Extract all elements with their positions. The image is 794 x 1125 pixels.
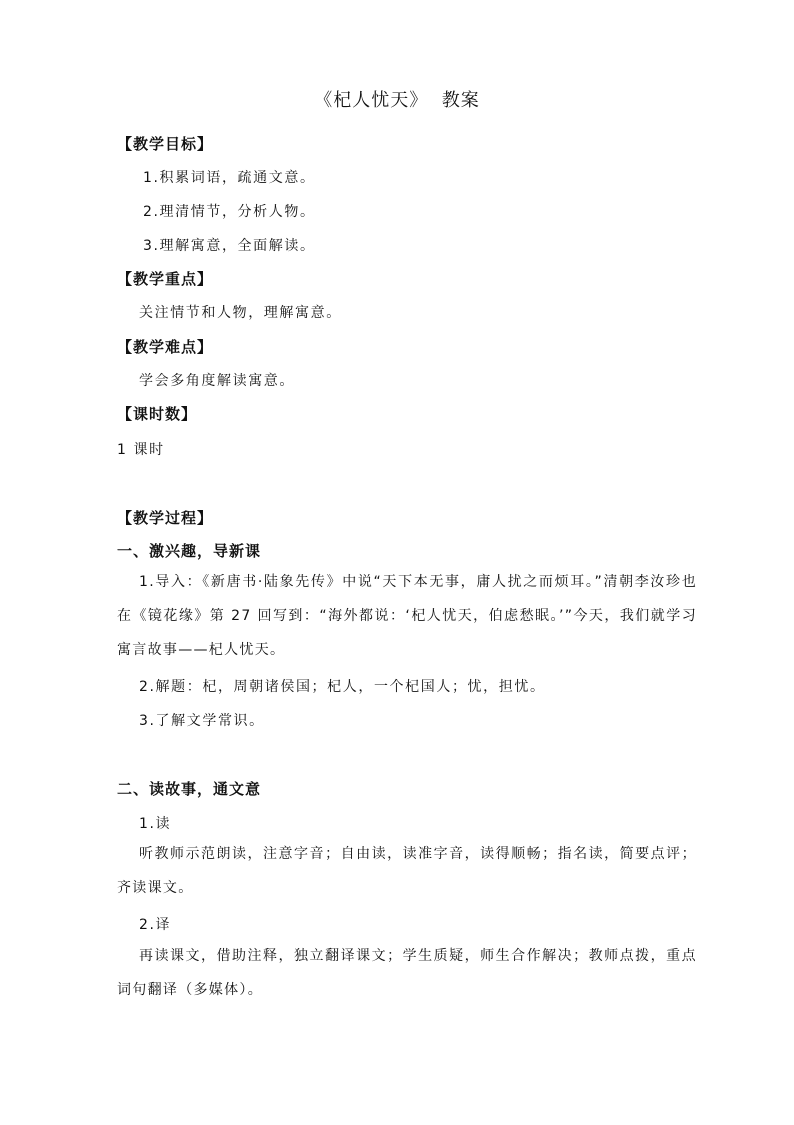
part2-sub-translate: 2.译 xyxy=(139,917,172,933)
section-heading-objectives: 【教学目标】 xyxy=(117,135,214,153)
part1-item-intro: 1.导入：《新唐书·陆象先传》中说“天下本无事，庸人扰之而烦耳。”清朝李汝珍也在《镜花缘》第 27 回写到：“海外都说：‘杞人忧天，伯虑愁眠。’”今天，我们就学习寓言故事——杞人忧天。 xyxy=(117,574,697,658)
hours-text: 1 课时 xyxy=(117,442,165,458)
part2-sub-read: 1.读 xyxy=(139,816,172,832)
objective-item-1: 1.积累词语，疏通文意。 xyxy=(143,170,316,186)
section-heading-process: 【教学过程】 xyxy=(117,509,214,527)
objective-item-3: 3.理解寓意，全面解读。 xyxy=(143,238,316,254)
section-heading-key-points: 【教学重点】 xyxy=(117,270,214,288)
part1-heading: 一、激兴趣，导新课 xyxy=(117,542,262,560)
section-heading-hours: 【课时数】 xyxy=(117,405,198,423)
key-points-text: 关注情节和人物，理解寓意。 xyxy=(139,305,342,321)
part1-item-literature: 3.了解文学常识。 xyxy=(139,713,265,729)
section-heading-difficulties: 【教学难点】 xyxy=(117,338,214,356)
document-title: 《杞人忧天》 教案 xyxy=(314,90,480,111)
part2-heading: 二、读故事，通文意 xyxy=(117,780,262,798)
part2-translate-text: 再读课文，借助注释，独立翻译课文；学生质疑，师生合作解决；教师点拨，重点词句翻译（多媒体）。 xyxy=(117,948,697,998)
part2-read-text: 听教师示范朗读，注意字音；自由读，读准字音，读得顺畅；指名读，简要点评；齐读课文。 xyxy=(117,846,697,896)
difficulties-text: 学会多角度解读寓意。 xyxy=(139,373,295,389)
objective-item-2: 2.理清情节，分析人物。 xyxy=(143,204,316,220)
part1-item-title-explain: 2.解题：杞，周朝诸侯国；杞人，一个杞国人；忧，担忧。 xyxy=(139,679,546,695)
